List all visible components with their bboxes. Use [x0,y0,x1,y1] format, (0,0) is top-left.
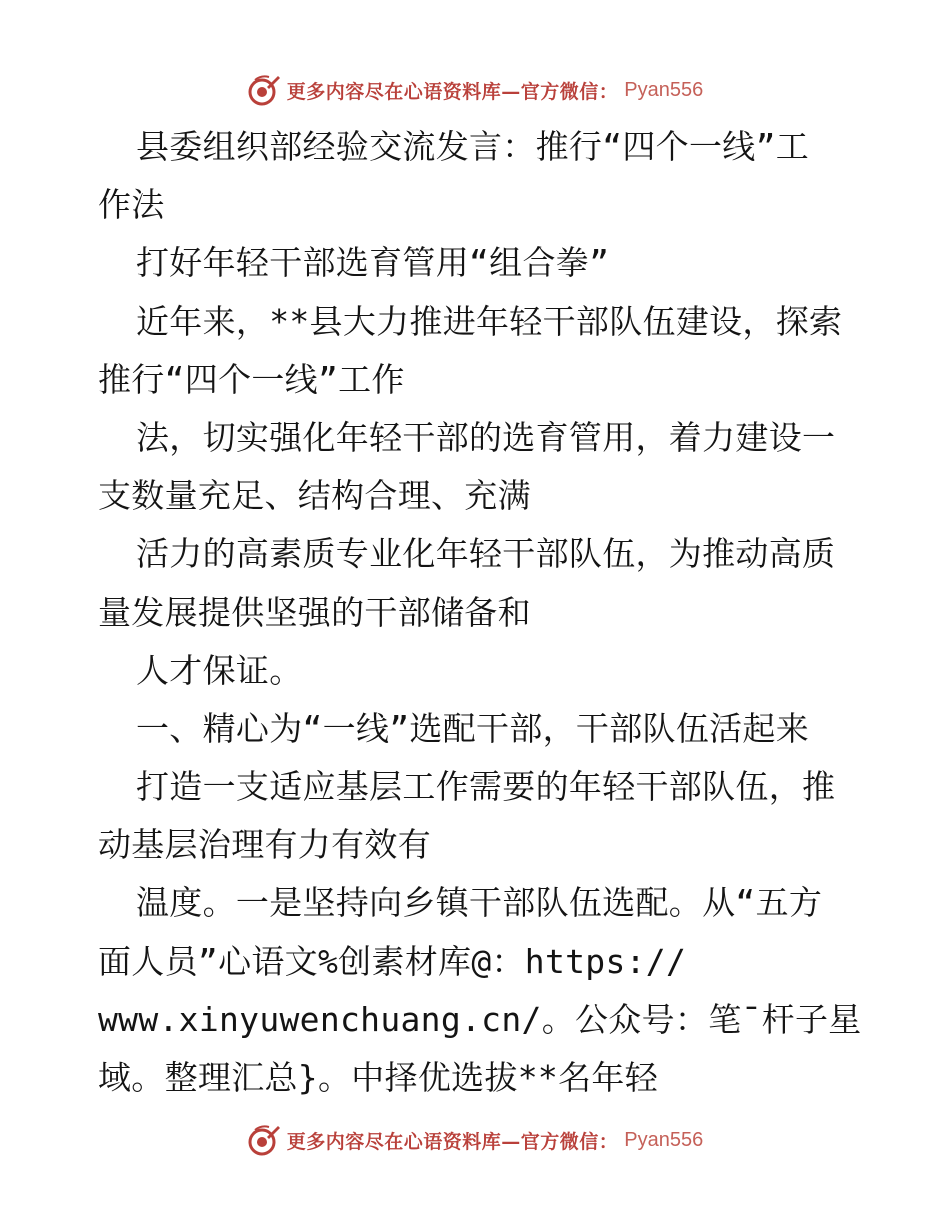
doc-line: 打好年轻干部选育管用“组合拳” [136,243,610,283]
doc-line: 法，切实强化年轻干部的选育管用，着力建设一 [136,417,836,457]
doc-line: 量发展提供坚强的干部储备和 [98,592,531,632]
doc-line: 支数量充足、结构合理、充满 [98,476,531,516]
doc-line: 一、精心为“一线”选配干部，干部队伍活起来 [136,708,810,748]
logo-icon [247,1123,281,1157]
watermark-footer [0,1120,950,1160]
doc-line: www.xinyuwenchuang.cn/。公众号：笔¯杆子星 [98,999,862,1039]
doc-line: 域。整理汇总}。中择优选拔**名年轻 [98,1058,659,1097]
doc-line: 面人员”心语文%创素材库@：https:// [98,941,687,981]
doc-line: 温度。一是坚持向乡镇干部队伍选配。从“五方 [136,883,823,923]
doc-line: 人才保证。 [136,650,303,690]
logo-icon [247,73,281,107]
doc-line: 县委组织部经验交流发言：推行“四个一线”工 [136,127,810,166]
watermark-handle: Pyan556 [624,78,704,101]
watermark-header [0,70,950,110]
watermark-text: 更多内容尽在心语资料库—官方微信： [286,1130,619,1153]
doc-line: 打造一支适应基层工作需要的年轻干部队伍，推 [136,767,836,807]
document-body [98,118,862,1107]
doc-line: 活力的高素质专业化年轻干部队伍，为推动高质 [136,534,836,574]
doc-line: 作法 [98,185,165,225]
watermark-handle: Pyan556 [624,1128,704,1151]
watermark-text: 更多内容尽在心语资料库—官方微信： [286,80,619,103]
doc-line: 动基层治理有力有效有 [98,825,431,865]
doc-line: 近年来，**县大力推进年轻干部队伍建设，探索 [136,301,843,341]
doc-line: 推行“四个一线”工作 [98,359,405,399]
